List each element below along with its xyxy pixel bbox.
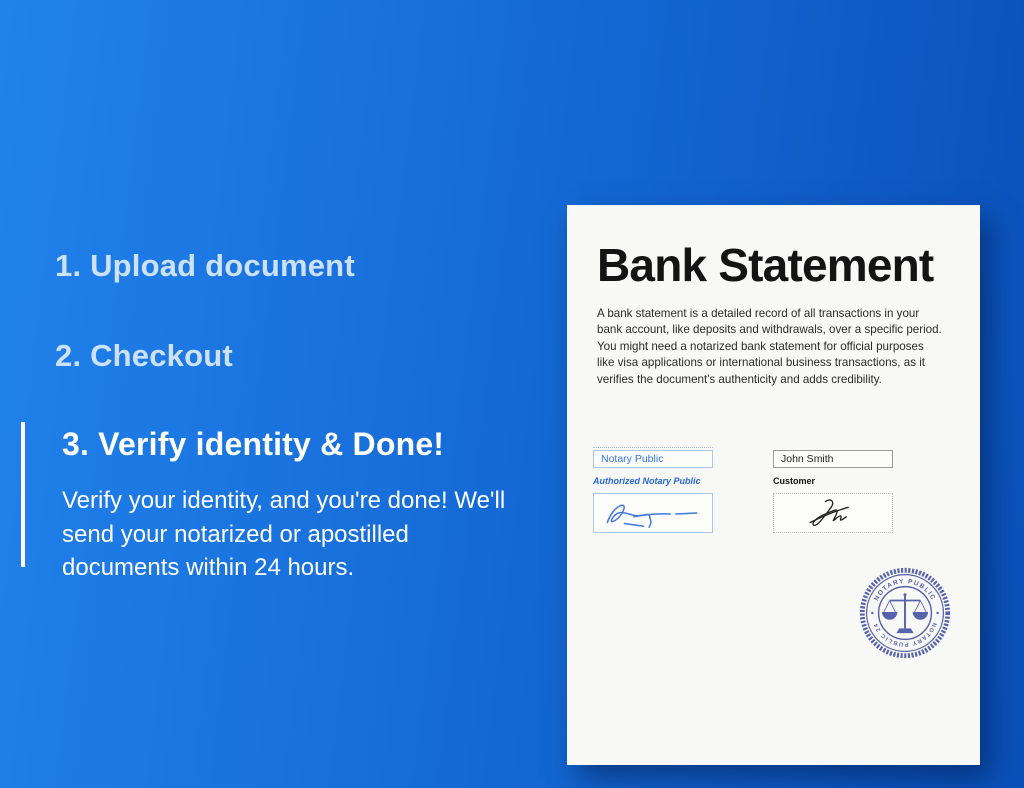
- field-focus-rule: [593, 447, 713, 448]
- bank-statement-document: [567, 205, 980, 765]
- notary-seal: [857, 565, 953, 661]
- notary-signature-column: [593, 447, 713, 533]
- step-1-upload-document: 1. Upload document: [55, 248, 355, 283]
- customer-signature-box[interactable]: [773, 493, 893, 533]
- notary-name-field[interactable]: Notary Public: [593, 450, 713, 468]
- step-3-active-block: [21, 422, 541, 581]
- customer-signature-column: [773, 450, 893, 533]
- scales-of-justice-icon: [882, 593, 928, 633]
- customer-signature: [774, 494, 892, 532]
- step-3-verify-identity: 3. Verify identity & Done!: [62, 426, 445, 462]
- customer-name-field[interactable]: John Smith: [773, 450, 893, 468]
- notary-role-label: Authorized Notary Public: [593, 476, 701, 486]
- seal-arc-top-text: NOTARY PUBLIC: [873, 578, 937, 603]
- notary-signature-box[interactable]: [593, 493, 713, 533]
- step-2-checkout: 2. Checkout: [55, 338, 233, 373]
- notary-signature: [594, 494, 712, 532]
- seal-arc-bottom-text: NOTARY PUBLIC 24: [872, 621, 938, 647]
- customer-role-label: Customer: [773, 476, 816, 486]
- step-3-description: Verify your identity, and you're done! We'll send your notarized or apostilled documents within 24 hours.: [62, 487, 506, 581]
- document-body-text: A bank statement is a detailed record of all transactions in your bank account, like deposits and withdrawals, over a specific period. You might need a notarized bank statement for official purposes like visa applications or international business transactions, as it verifies the document's authenticity and adds credibility.: [597, 307, 942, 386]
- document-title: Bank Statement: [597, 239, 934, 291]
